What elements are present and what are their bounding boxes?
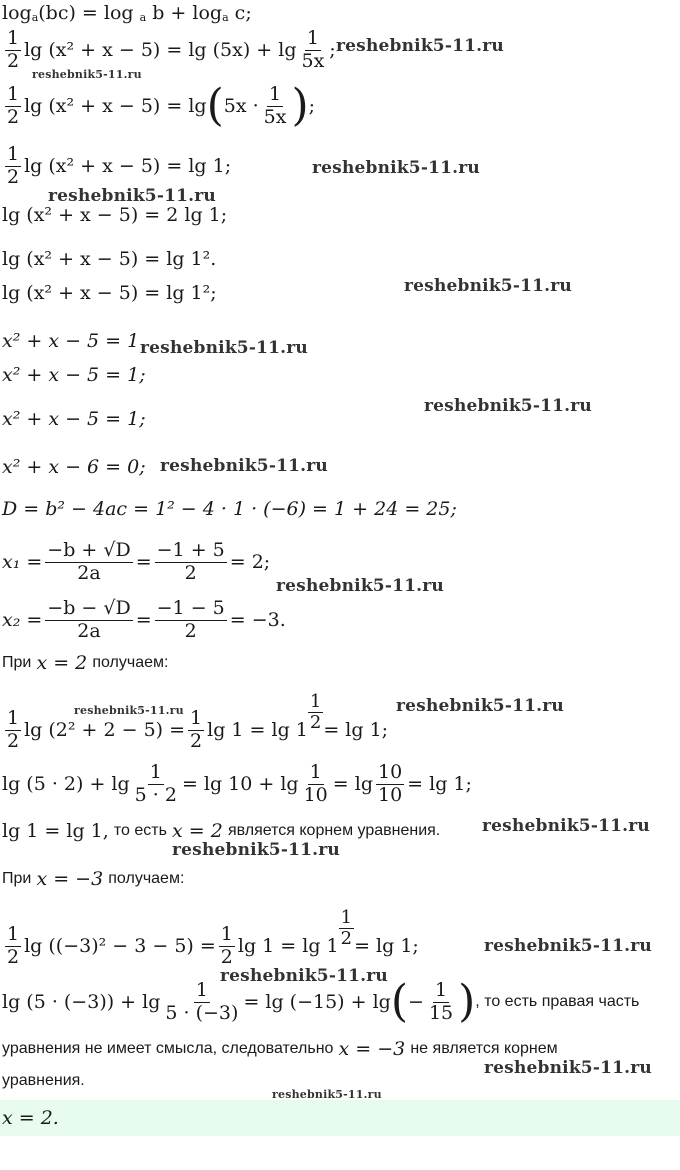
watermark: reshebnik5-11.ru bbox=[396, 696, 564, 716]
watermark: reshebnik5-11.ru bbox=[172, 840, 340, 860]
fraction-one-over-5x: $\frac{1}{5x}$ bbox=[301, 27, 325, 72]
watermark: reshebnik5-11.ru bbox=[484, 936, 652, 956]
watermark: reshebnik5-11.ru bbox=[312, 158, 480, 178]
equation-line-9: x² + x − 5 = 1; bbox=[2, 364, 146, 386]
equation-line-2: $\frac{1}{2}$ lg (x² + x − 5) = lg (5x) + lg $\frac{1}{5x}$ ; bbox=[7, 27, 336, 72]
answer-box bbox=[0, 1100, 680, 1136]
watermark: reshebnik5-11.ru bbox=[160, 456, 328, 476]
case-x2-heading: При x = 2 получаем: bbox=[2, 652, 169, 674]
equation-line-6: lg (x² + x − 5) = lg 1². bbox=[2, 248, 217, 270]
check-xm3-conclusion: уравнения не имеет смысла, следовательно x = −3 не является корнем bbox=[2, 1038, 558, 1060]
check-xm3-conclusion-tail: уравнения. bbox=[2, 1072, 85, 1089]
watermark: reshebnik5-11.ru bbox=[220, 966, 388, 986]
watermark: reshebnik5-11.ru bbox=[276, 576, 444, 596]
equation-line-8: x² + x − 5 = 1 bbox=[2, 330, 140, 352]
watermark: reshebnik5-11.ru bbox=[336, 36, 504, 56]
watermark: reshebnik5-11.ru bbox=[74, 704, 184, 717]
check-x2-line-2: lg (5 · 2) + lg $\frac{1}{5 \cdot 2}$ = lg 10 + lg $\frac{1}{10}$ = lg $\frac{10}{10}$ = lg 1; bbox=[2, 761, 472, 806]
watermark: reshebnik5-11.ru bbox=[424, 396, 592, 416]
equation-line-7: lg (x² + x − 5) = lg 1²; bbox=[2, 282, 217, 304]
equation-line-11: x² + x − 6 = 0; bbox=[2, 456, 146, 478]
equation-line-3: $\frac{1}{2}$ lg (x² + x − 5) = lg ( 5x · $\frac{1}{5x}$ ) ; bbox=[7, 80, 316, 132]
fraction-half: $\frac{1}{2}$ bbox=[7, 27, 20, 72]
root-x1-line: x₁ = $\frac{-b + √D}{2a}$ = $\frac{-1 + 5}{2}$ = 2; bbox=[2, 539, 271, 584]
answer-value: x = 2. bbox=[2, 1107, 59, 1129]
check-xm3-line-1: $\frac{1}{2}$ lg ((−3)² − 3 − 5) = $\frac{1}{2}$ lg 1 = lg 1 $\frac{1}{2}$ = lg 1; bbox=[7, 907, 419, 968]
watermark: reshebnik5-11.ru bbox=[484, 1058, 652, 1078]
watermark: reshebnik5-11.ru bbox=[272, 1088, 382, 1101]
case-xm3-heading: При x = −3 получаем: bbox=[2, 868, 185, 890]
watermark: reshebnik5-11.ru bbox=[32, 68, 142, 81]
check-x2-line-1: $\frac{1}{2}$ lg (2² + 2 − 5) = $\frac{1}{2}$ lg 1 = lg 1 $\frac{1}{2}$ = lg 1; bbox=[7, 691, 389, 752]
watermark: reshebnik5-11.ru bbox=[48, 186, 216, 206]
watermark: reshebnik5-11.ru bbox=[140, 338, 308, 358]
check-x2-conclusion: lg 1 = lg 1, то есть x = 2 является корнем уравнения. bbox=[2, 820, 441, 842]
watermark: reshebnik5-11.ru bbox=[482, 816, 650, 836]
log-property-line: log $_a$ (bc) = log $_a$ b + log $_a$ c; bbox=[2, 2, 252, 24]
check-xm3-line-2: lg (5 · (−3)) + lg $\frac{1}{5 \cdot (-3)}$ = lg (−15) + lg ( − $\frac{1}{15}$ ) , то есть правая часть bbox=[2, 976, 640, 1028]
root-x2-line: x₂ = $\frac{-b - √D}{2a}$ = $\frac{-1 - 5}{2}$ = −3. bbox=[2, 597, 286, 642]
discriminant-line: D = b² − 4ac = 1² − 4 · 1 · (−6) = 1 + 24 = 25; bbox=[2, 498, 457, 520]
equation-line-10: x² + x − 5 = 1; bbox=[2, 408, 146, 430]
equation-line-5: lg (x² + x − 5) = 2 lg 1; bbox=[2, 204, 228, 226]
equation-line-4: $\frac{1}{2}$ lg (x² + x − 5) = lg 1; bbox=[7, 143, 232, 188]
watermark: reshebnik5-11.ru bbox=[404, 276, 572, 296]
